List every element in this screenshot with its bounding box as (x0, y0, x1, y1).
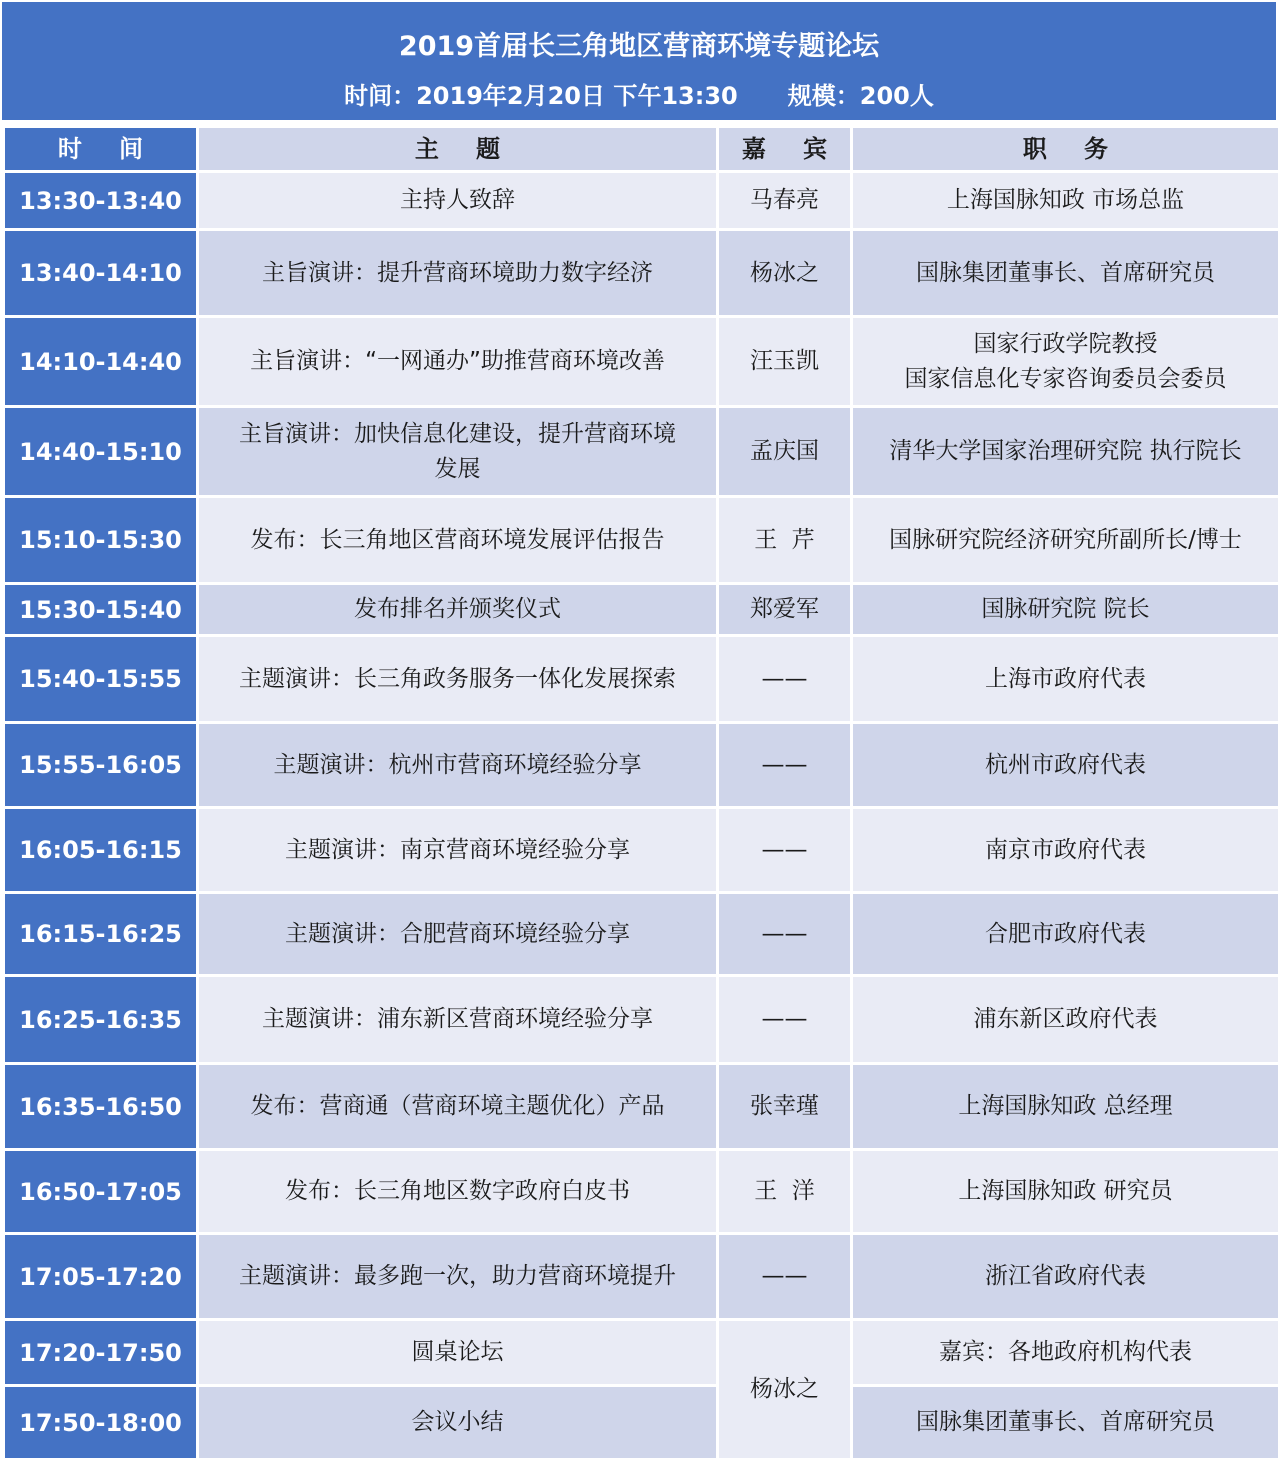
time-cell: 16:25-16:35 (4, 976, 198, 1064)
role-cell: 上海市政府代表 (852, 636, 1280, 723)
table-row (4, 1064, 1280, 1150)
column-header-role: 职 务 (852, 127, 1280, 172)
forum-scale: 规模：200人 (787, 82, 934, 110)
topic-cell: 圆桌论坛 (198, 1320, 718, 1386)
time-cell: 16:05-16:15 (4, 808, 198, 893)
topic-cell: 主题演讲：南京营商环境经验分享 (198, 808, 718, 893)
forum-subtitle (2, 76, 1276, 111)
time-cell: 16:35-16:50 (4, 1064, 198, 1150)
table-row (4, 723, 1280, 808)
guest-cell: 杨冰之 (718, 230, 852, 317)
time-cell: 14:10-14:40 (4, 317, 198, 407)
role-cell: 国脉集团董事长、首席研究员 (852, 1386, 1280, 1460)
time-cell: 17:20-17:50 (4, 1320, 198, 1386)
table-row (4, 893, 1280, 976)
table-row (4, 584, 1280, 636)
topic-cell: 主题演讲：长三角政务服务一体化发展探索 (198, 636, 718, 723)
column-header-topic: 主 题 (198, 127, 718, 172)
topic-cell: 主旨演讲：“一网通办”助推营商环境改善 (198, 317, 718, 407)
guest-cell: 王 芹 (718, 497, 852, 584)
guest-cell: 汪玉凯 (718, 317, 852, 407)
table-row (4, 407, 1280, 497)
topic-cell: 发布排名并颁奖仪式 (198, 584, 718, 636)
topic-cell: 主题演讲：杭州市营商环境经验分享 (198, 723, 718, 808)
role-cell: 上海国脉知政 研究员 (852, 1150, 1280, 1234)
forum-title: 2019首届长三角地区营商环境专题论坛 (398, 31, 880, 62)
topic-line: 主旨演讲：加快信息化建设，提升营商环境 (239, 421, 676, 447)
role-cell: 上海国脉知政 市场总监 (852, 172, 1280, 230)
role-cell: 上海国脉知政 总经理 (852, 1064, 1280, 1150)
time-cell: 17:05-17:20 (4, 1234, 198, 1320)
guest-cell: —— (718, 808, 852, 893)
topic-cell: 主题演讲：合肥营商环境经验分享 (198, 893, 718, 976)
topic-cell: 会议小结 (198, 1386, 718, 1460)
time-cell: 15:55-16:05 (4, 723, 198, 808)
time-cell: 13:30-13:40 (4, 172, 198, 230)
table-row (4, 808, 1280, 893)
table-row (4, 172, 1280, 230)
topic-cell: 主题演讲：最多跑一次，助力营商环境提升 (198, 1234, 718, 1320)
role-cell: 嘉宾：各地政府机构代表 (852, 1320, 1280, 1386)
time-cell: 17:50-18:00 (4, 1386, 198, 1460)
time-cell: 14:40-15:10 (4, 407, 198, 497)
topic-cell: 发布：长三角地区营商环境发展评估报告 (198, 497, 718, 584)
topic-cell: 主旨演讲：提升营商环境助力数字经济 (198, 230, 718, 317)
guest-cell: 郑爱军 (718, 584, 852, 636)
guest-cell: —— (718, 976, 852, 1064)
time-cell: 16:15-16:25 (4, 893, 198, 976)
header-row (4, 127, 1280, 172)
topic-line: 发展 (434, 455, 481, 482)
table-row (4, 1320, 1280, 1386)
table-row (4, 497, 1280, 584)
table-row (4, 317, 1280, 407)
agenda-header (2, 2, 1276, 120)
role-line: 国家信息化专家咨询委员会委员 (904, 365, 1227, 392)
time-cell: 16:50-17:05 (4, 1150, 198, 1234)
guest-cell: —— (718, 1234, 852, 1320)
table-row (4, 976, 1280, 1064)
table-row (4, 636, 1280, 723)
guest-cell: 马春亮 (718, 172, 852, 230)
table-row (4, 230, 1280, 317)
role-cell: 清华大学国家治理研究院 执行院长 (852, 407, 1280, 497)
topic-cell: 发布：长三角地区数字政府白皮书 (198, 1150, 718, 1234)
guest-cell: 杨冰之 (718, 1320, 852, 1460)
time-cell: 15:40-15:55 (4, 636, 198, 723)
topic-cell: 主题演讲：浦东新区营商环境经验分享 (198, 976, 718, 1064)
role-line: 国家行政学院教授 (973, 331, 1158, 357)
topic-cell: 发布：营商通（营商环境主题优化）产品 (198, 1064, 718, 1150)
agenda-table (2, 125, 1281, 1461)
guest-cell: 张幸瑾 (718, 1064, 852, 1150)
role-cell: 浙江省政府代表 (852, 1234, 1280, 1320)
role-cell: 国脉研究院经济研究所副所长/博士 (852, 497, 1280, 584)
guest-cell: 王 洋 (718, 1150, 852, 1234)
time-cell: 15:10-15:30 (4, 497, 198, 584)
time-cell: 15:30-15:40 (4, 584, 198, 636)
guest-cell: —— (718, 636, 852, 723)
role-cell: 国脉集团董事长、首席研究员 (852, 230, 1280, 317)
table-row (4, 1234, 1280, 1320)
topic-cell: 主持人致辞 (198, 172, 718, 230)
role-cell: 浦东新区政府代表 (852, 976, 1280, 1064)
topic-cell (198, 407, 718, 497)
role-cell: 合肥市政府代表 (852, 893, 1280, 976)
guest-cell: —— (718, 723, 852, 808)
column-header-guest: 嘉 宾 (718, 127, 852, 172)
role-cell: 国脉研究院 院长 (852, 584, 1280, 636)
column-header-time: 时 间 (4, 127, 198, 172)
time-cell: 13:40-14:10 (4, 230, 198, 317)
role-cell: 杭州市政府代表 (852, 723, 1280, 808)
table-row (4, 1386, 1280, 1460)
forum-time: 时间：2019年2月20日 下午13:30 (344, 82, 738, 110)
guest-cell: —— (718, 893, 852, 976)
role-cell (852, 317, 1280, 407)
table-row (4, 1150, 1280, 1234)
guest-cell: 孟庆国 (718, 407, 852, 497)
role-cell: 南京市政府代表 (852, 808, 1280, 893)
